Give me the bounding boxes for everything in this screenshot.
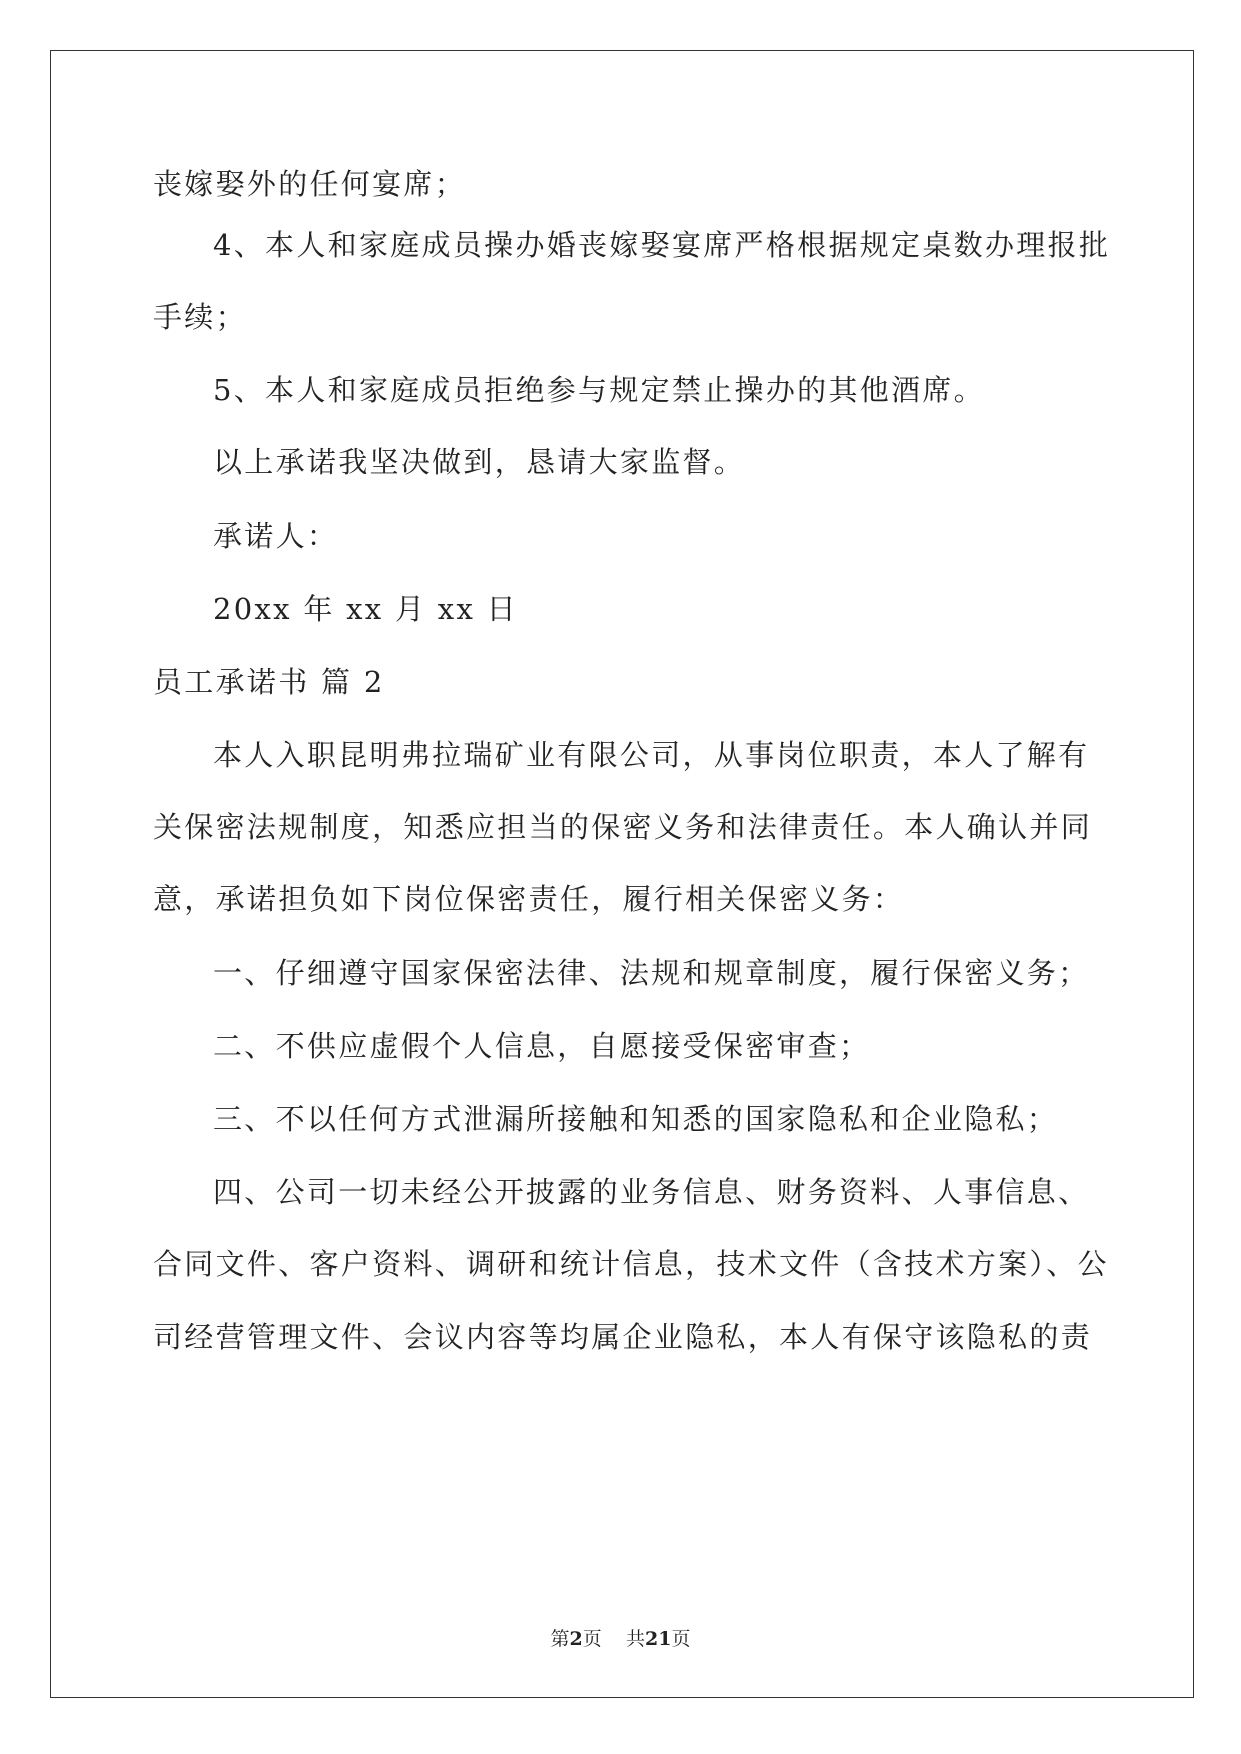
page-suffix: 页 (582, 1628, 602, 1650)
total-pages-number: 21 (644, 1628, 672, 1650)
body-line-11: 意，承诺担负如下岗位保密责任，履行相关保密义务： (153, 882, 905, 916)
body-line-10: 关保密法规制度，知悉应担当的保密义务和法律责任。本人确认并同 (153, 810, 1093, 844)
total-prefix: 共 (625, 1628, 645, 1650)
page-footer (0, 1627, 1241, 1651)
section-heading: 员工承诺书 篇 2 (153, 665, 385, 699)
page-prefix: 第 (550, 1628, 570, 1650)
total-suffix: 页 (671, 1628, 691, 1650)
body-line-17: 司经营管理文件、会议内容等均属企业隐私，本人有保守该隐私的责 (153, 1320, 1093, 1354)
body-line-5: 以上承诺我坚决做到，恳请大家监督。 (213, 445, 746, 479)
body-line-4: 5、本人和家庭成员拒绝参与规定禁止操办的其他酒席。 (213, 373, 985, 407)
body-line-16: 合同文件、客户资料、调研和统计信息，技术文件（含技术方案）、公 (153, 1247, 1109, 1281)
body-line-6: 承诺人： (213, 519, 339, 553)
body-line-13: 二、不供应虚假个人信息，自愿接受保密审查； (213, 1029, 871, 1063)
body-line-9: 本人入职昆明弗拉瑞矿业有限公司，从事岗位职责，本人了解有 (213, 738, 1090, 772)
body-line-1: 丧嫁娶外的任何宴席； (153, 167, 467, 201)
body-line-12: 一、仔细遵守国家保密法律、法规和规章制度，履行保密义务； (213, 956, 1090, 990)
body-line-15: 四、公司一切未经公开披露的业务信息、财务资料、人事信息、 (213, 1175, 1090, 1209)
date-line: 20xx 年 xx 月 xx 日 (213, 592, 518, 626)
body-line-2: 4、本人和家庭成员操办婚丧嫁娶宴席严格根据规定桌数办理报批 (213, 228, 1111, 262)
body-line-14: 三、不以任何方式泄漏所接触和知悉的国家隐私和企业隐私； (213, 1102, 1059, 1136)
body-line-3: 手续； (153, 300, 247, 334)
current-page-number: 2 (569, 1628, 583, 1650)
